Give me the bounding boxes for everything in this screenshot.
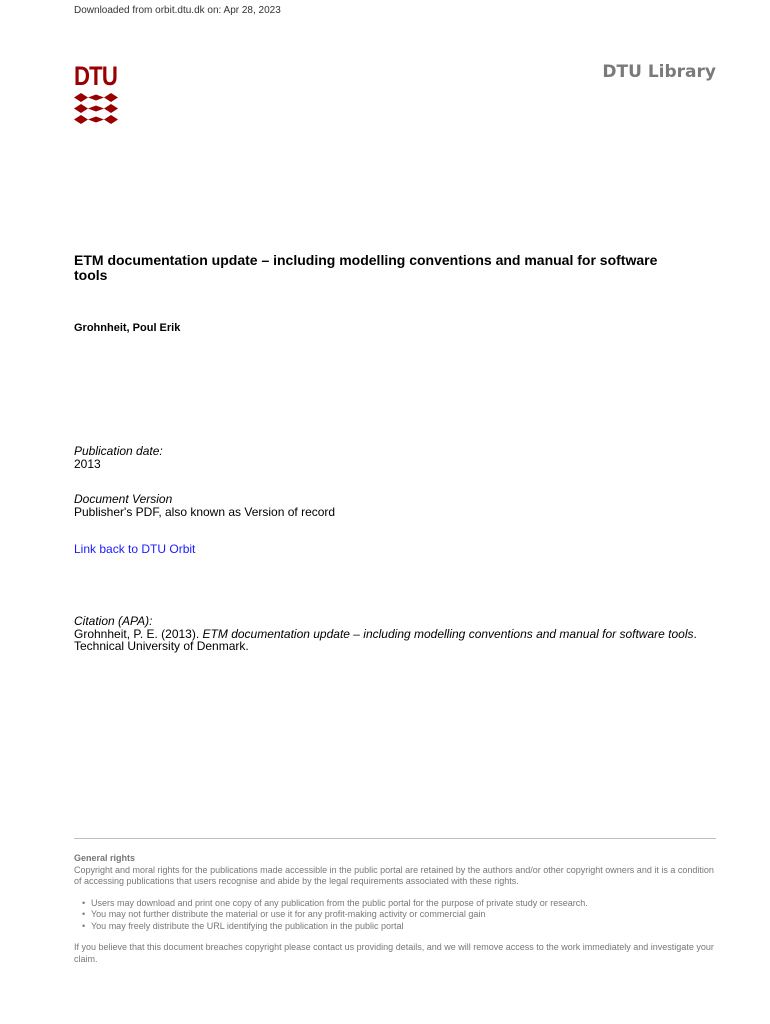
general-rights-intro: Copyright and moral rights for the publications made accessible in the public portal are retained by the authors and/or other copyright owners and it is a condition of accessing publications that users recognise and abide by the legal requirements associated with these rights. (74, 864, 714, 886)
rights-divider (74, 838, 716, 839)
publication-date-label: Publication date: (74, 444, 163, 458)
document-version (74, 493, 335, 519)
document-version-value: Publisher's PDF, also known as Version of record (74, 505, 336, 519)
citation-title: ETM documentation update – including modelling conventions and manual for software tools (202, 627, 694, 641)
dtu-orbit-link[interactable]: Link back to DTU Orbit (74, 542, 196, 556)
download-note: Downloaded from orbit.dtu.dk on: Apr 28, 2023 (74, 5, 281, 16)
publication-date-value: 2013 (74, 457, 101, 471)
general-rights-footer: If you believe that this document breaches copyright please contact us providing details, and we will remove access to the work immediately and investigate your claim. (74, 942, 714, 964)
document-version-label: Document Version (74, 492, 173, 506)
rights-bullet-list (74, 898, 719, 933)
list-item: • You may freely distribute the URL identifying the publication in the public portal (91, 921, 719, 933)
citation-text (74, 628, 724, 652)
document-author: Grohnheit, Poul Erik (74, 322, 181, 334)
dtu-logo (74, 61, 120, 125)
general-rights (74, 853, 719, 965)
document-title: ETM documentation update – including modelling conventions and manual for software tools (74, 252, 658, 283)
list-item: • You may not further distribute the material or use it for any profit-making activity or commercial gain (91, 909, 719, 921)
publication-date (74, 445, 163, 471)
dtu-logo-letters: DTU (74, 61, 118, 91)
citation-prefix: Grohnheit, P. E. (2013). (74, 627, 203, 641)
dtu-library-wordmark: DTU Library (602, 62, 716, 82)
general-rights-heading: General rights (74, 853, 136, 863)
citation-label: Citation (APA): (74, 614, 153, 628)
list-item: • Users may download and print one copy of any publication from the public portal for the purpose of private study or research. (91, 898, 719, 910)
citation (74, 615, 724, 652)
dtu-logo-mark-icon (74, 93, 118, 125)
citation-suffix: . Technical University of Denmark. (74, 627, 697, 653)
